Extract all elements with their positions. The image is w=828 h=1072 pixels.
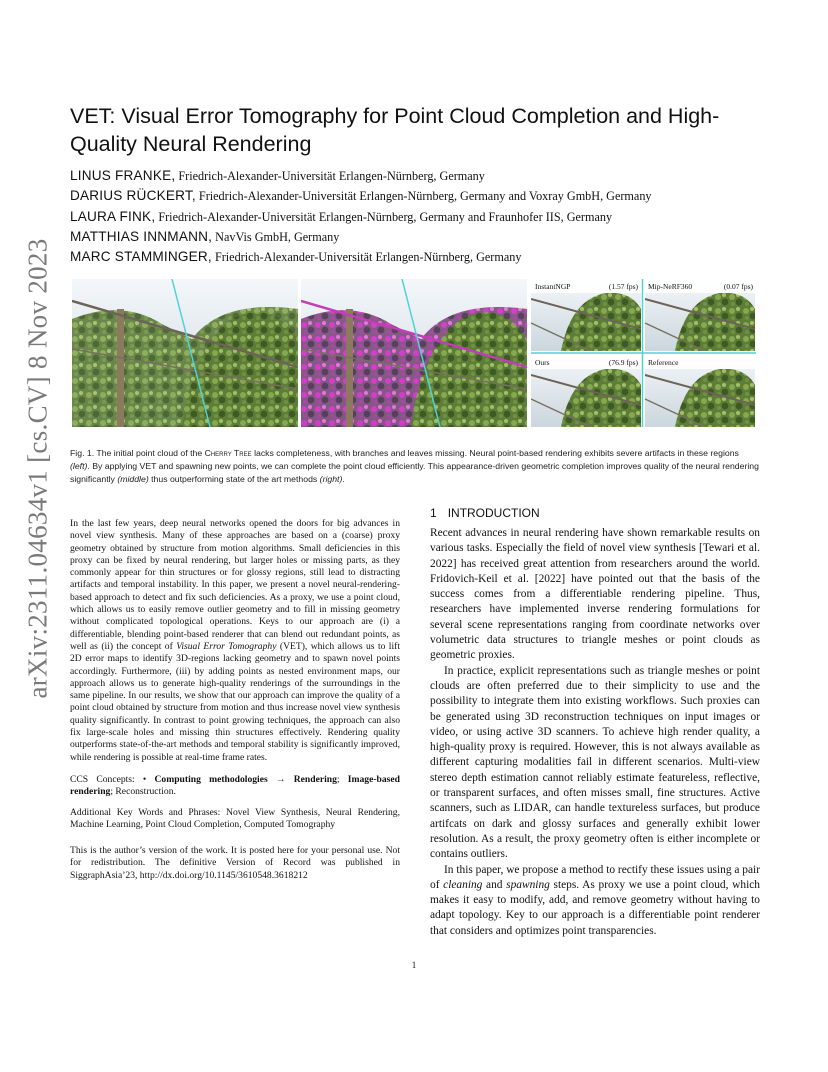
teaser-figure-graphic	[72, 279, 756, 427]
section-heading	[430, 506, 760, 520]
section-number: 1	[430, 506, 437, 520]
panel-label-method: Mip-NeRF360	[648, 282, 693, 291]
ccs-rest: ; Reconstruction.	[110, 786, 176, 798]
author-name: MARC STAMMINGER,	[70, 249, 212, 265]
abstract-text: In the last few years, deep neural networks opened the doors for big advances in novel view synthesis. Many of these approaches are based on a (coarse) proxy geometry obtained by structure from motion algorithms. Small deficiencies in this proxy can be fixed by neural rendering, but larger holes or missing parts, as they commonly appear for thin structures or for glossy regions, still lead to distracting artifacts and temporal instability. In this paper, we present a novel neural-rendering-based approach to detect and fix such deficiencies. As a proxy, we use a point cloud, which allows us to easily remove outlier geometry and to fill in missing geometry without complicated topological operations. Keys to our approach are (i) a differentiable, blending point-based renderer that can blend out redundant points, as well as (ii) the concept of	[70, 518, 400, 652]
right-column	[430, 506, 760, 939]
author-affiliation: Friedrich-Alexander-Universität Erlangen-Nürnberg, Germany and Fraunhofer IIS, Germany	[155, 209, 613, 224]
ccs-arrow: →	[267, 773, 294, 785]
author-line	[70, 227, 770, 247]
left-column	[70, 518, 400, 882]
panel-label-fps: (76.9 fps)	[608, 358, 638, 367]
author-line	[70, 186, 770, 206]
arxiv-identifier: arXiv:2311.04634v1 [cs.CV] 8 Nov 2023	[22, 237, 53, 699]
caption-scene-name: Cherry Tree	[204, 448, 252, 458]
caption-emphasis: (left)	[70, 461, 88, 471]
intro-emphasis: spawning	[506, 878, 550, 891]
paper-title: VET: Visual Error Tomography for Point Cloud Completion and High-Quality Neural Rendering	[70, 104, 720, 156]
author-version-notice: This is the author’s version of the work. It is posted here for your personal use. Not for redistribution. The definitive Version of Record was published in SiggraphAsia’23, http://dx.doi.org/10.1145/3610548.3618212	[70, 845, 400, 881]
abstract-emphasis: Visual Error Tomography	[176, 640, 277, 652]
ccs-term: Computing methodologies	[154, 773, 268, 785]
author-affiliation: NavVis GmbH, Germany	[212, 229, 340, 244]
panel-label-method: Ours	[535, 358, 550, 367]
panel-label-fps: (0.07 fps)	[723, 282, 753, 291]
keywords: Additional Key Words and Phrases: Novel View Synthesis, Neural Rendering, Machine Learning, Point Cloud Completion, Computed Tomography	[70, 806, 400, 830]
caption-emphasis: (middle)	[117, 474, 149, 484]
caption-emphasis: (right)	[319, 474, 343, 484]
arxiv-sidebar	[8, 237, 68, 699]
figure-caption	[70, 447, 760, 486]
teaser-figure	[72, 279, 756, 427]
caption-text: Fig. 1. The initial point cloud of the	[70, 448, 205, 458]
author-affiliation: Friedrich-Alexander-Universität Erlangen-Nürnberg, Germany and Voxray GmbH, Germany	[195, 189, 652, 204]
ccs-separator: ;	[336, 773, 348, 785]
caption-text: . By applying VET and spawning new points, we can complete the point cloud efficiently. This appearance-driven geometric completion improves quality of the neural rendering significantly	[70, 461, 759, 484]
page-number: 1	[411, 960, 417, 970]
ccs-label: CCS Concepts: •	[70, 773, 155, 785]
section-title: INTRODUCTION	[447, 506, 540, 520]
panel-label-fps: (1.57 fps)	[608, 282, 638, 291]
figure-panel-middle	[301, 279, 527, 427]
ccs-concepts	[70, 774, 400, 799]
figure-panel-left	[72, 279, 298, 427]
ccs-term: Rendering	[293, 773, 337, 785]
author-line	[70, 207, 770, 227]
author-affiliation: Friedrich-Alexander-Universität Erlangen-Nürnberg, Germany	[211, 250, 522, 265]
author-name: MATTHIAS INNMANN,	[70, 228, 213, 244]
abstract-text: (VET), which allows us to lift 2D error maps to identify 3D-regions lacking geometry and to spawn novel points accordingly. Furthermore, (iii) by adding points as nested environment maps, our approach allows us to generate high-quality renderings of the surroundings in the same pipeline. In our results, we show that our approach can improve the quality of a point cloud obtained by structure from motion and thus increase novel view synthesis quality significantly. In contrast to point growing techniques, the approach can also fix large-scale holes and missing thin structures effectively. Rendering quality outperforms state-of-the-art methods and temporal stability is significantly improved, while rendering is possible at real-time frame rates.	[70, 640, 400, 763]
intro-paragraph	[430, 863, 760, 939]
author-list	[70, 166, 770, 267]
intro-paragraph: In practice, explicit representations such as triangle meshes or point clouds are often preferred due to their simplicity to use and the possibility to integrate them into existing workflows. Such proxies can be generated using 3D reconstruction techniques on input images or video, or using active 3D scanners. To achieve high render quality, a high-quality proxy is required. However, this is not always available as different capturing modalities fail in different scenarios. Multi-view stereo depth estimation cannot reliably estimate featureless, reflective, or transparent surfaces, and often misses small, fine structures. Active scanners, such as LIDAR, can handle textureless surfaces, but produce artifcats on dark and glossy surfaces and generally exhibit lower resolution. As a result, the proxy geometry often is either incomplete or contains outliers.	[430, 664, 760, 861]
intro-paragraph: Recent advances in neural rendering have shown remarkable results on various tasks. Especially the field of novel view synthesis [Tewari et al. 2022] has received great attention from researchers around the world. Fridovich-Keil et al. [2022] have pointed out that the basis of the success comes from a differentiable rendering pipeline. Thus, researchers have implemented inverse rendering formulations for several scene representations ranging from coordinate networks over volumetric data structures to triangle meshes or point clouds as geometric proxies.	[430, 527, 760, 662]
intro-text: In this paper, we propose a method to rectify these issues using a pair of	[430, 863, 760, 891]
caption-text: thus outperforming state of the art methods	[148, 474, 320, 484]
intro-text: steps. As proxy we use a point cloud, which makes it easy to modify, add, and remove geometry without having to adapt topology. Key to our approach is a differentiable point renderer that considers and optimizes point transparencies.	[430, 878, 760, 937]
author-name: LAURA FINK,	[70, 208, 156, 224]
panel-label-method: InstantNGP	[535, 282, 571, 291]
panel-label-method: Reference	[648, 358, 679, 367]
abstract	[70, 518, 400, 764]
author-name: DARIUS RÜCKERT,	[70, 188, 196, 204]
caption-text: .	[342, 474, 345, 484]
caption-text: lacks completeness, with branches and leaves missing. Neural point-based rendering exhibits severe artifacts in these regions	[251, 448, 739, 458]
author-name: LINUS FRANKE,	[70, 168, 176, 183]
intro-text: and	[482, 878, 507, 891]
author-line	[70, 247, 770, 267]
ccs-term: Image-based rendering	[70, 773, 400, 798]
author-affiliation: Friedrich-Alexander-Universität Erlangen-Nürnberg, Germany	[175, 169, 485, 183]
author-line	[70, 166, 770, 186]
intro-emphasis: cleaning	[443, 878, 483, 891]
